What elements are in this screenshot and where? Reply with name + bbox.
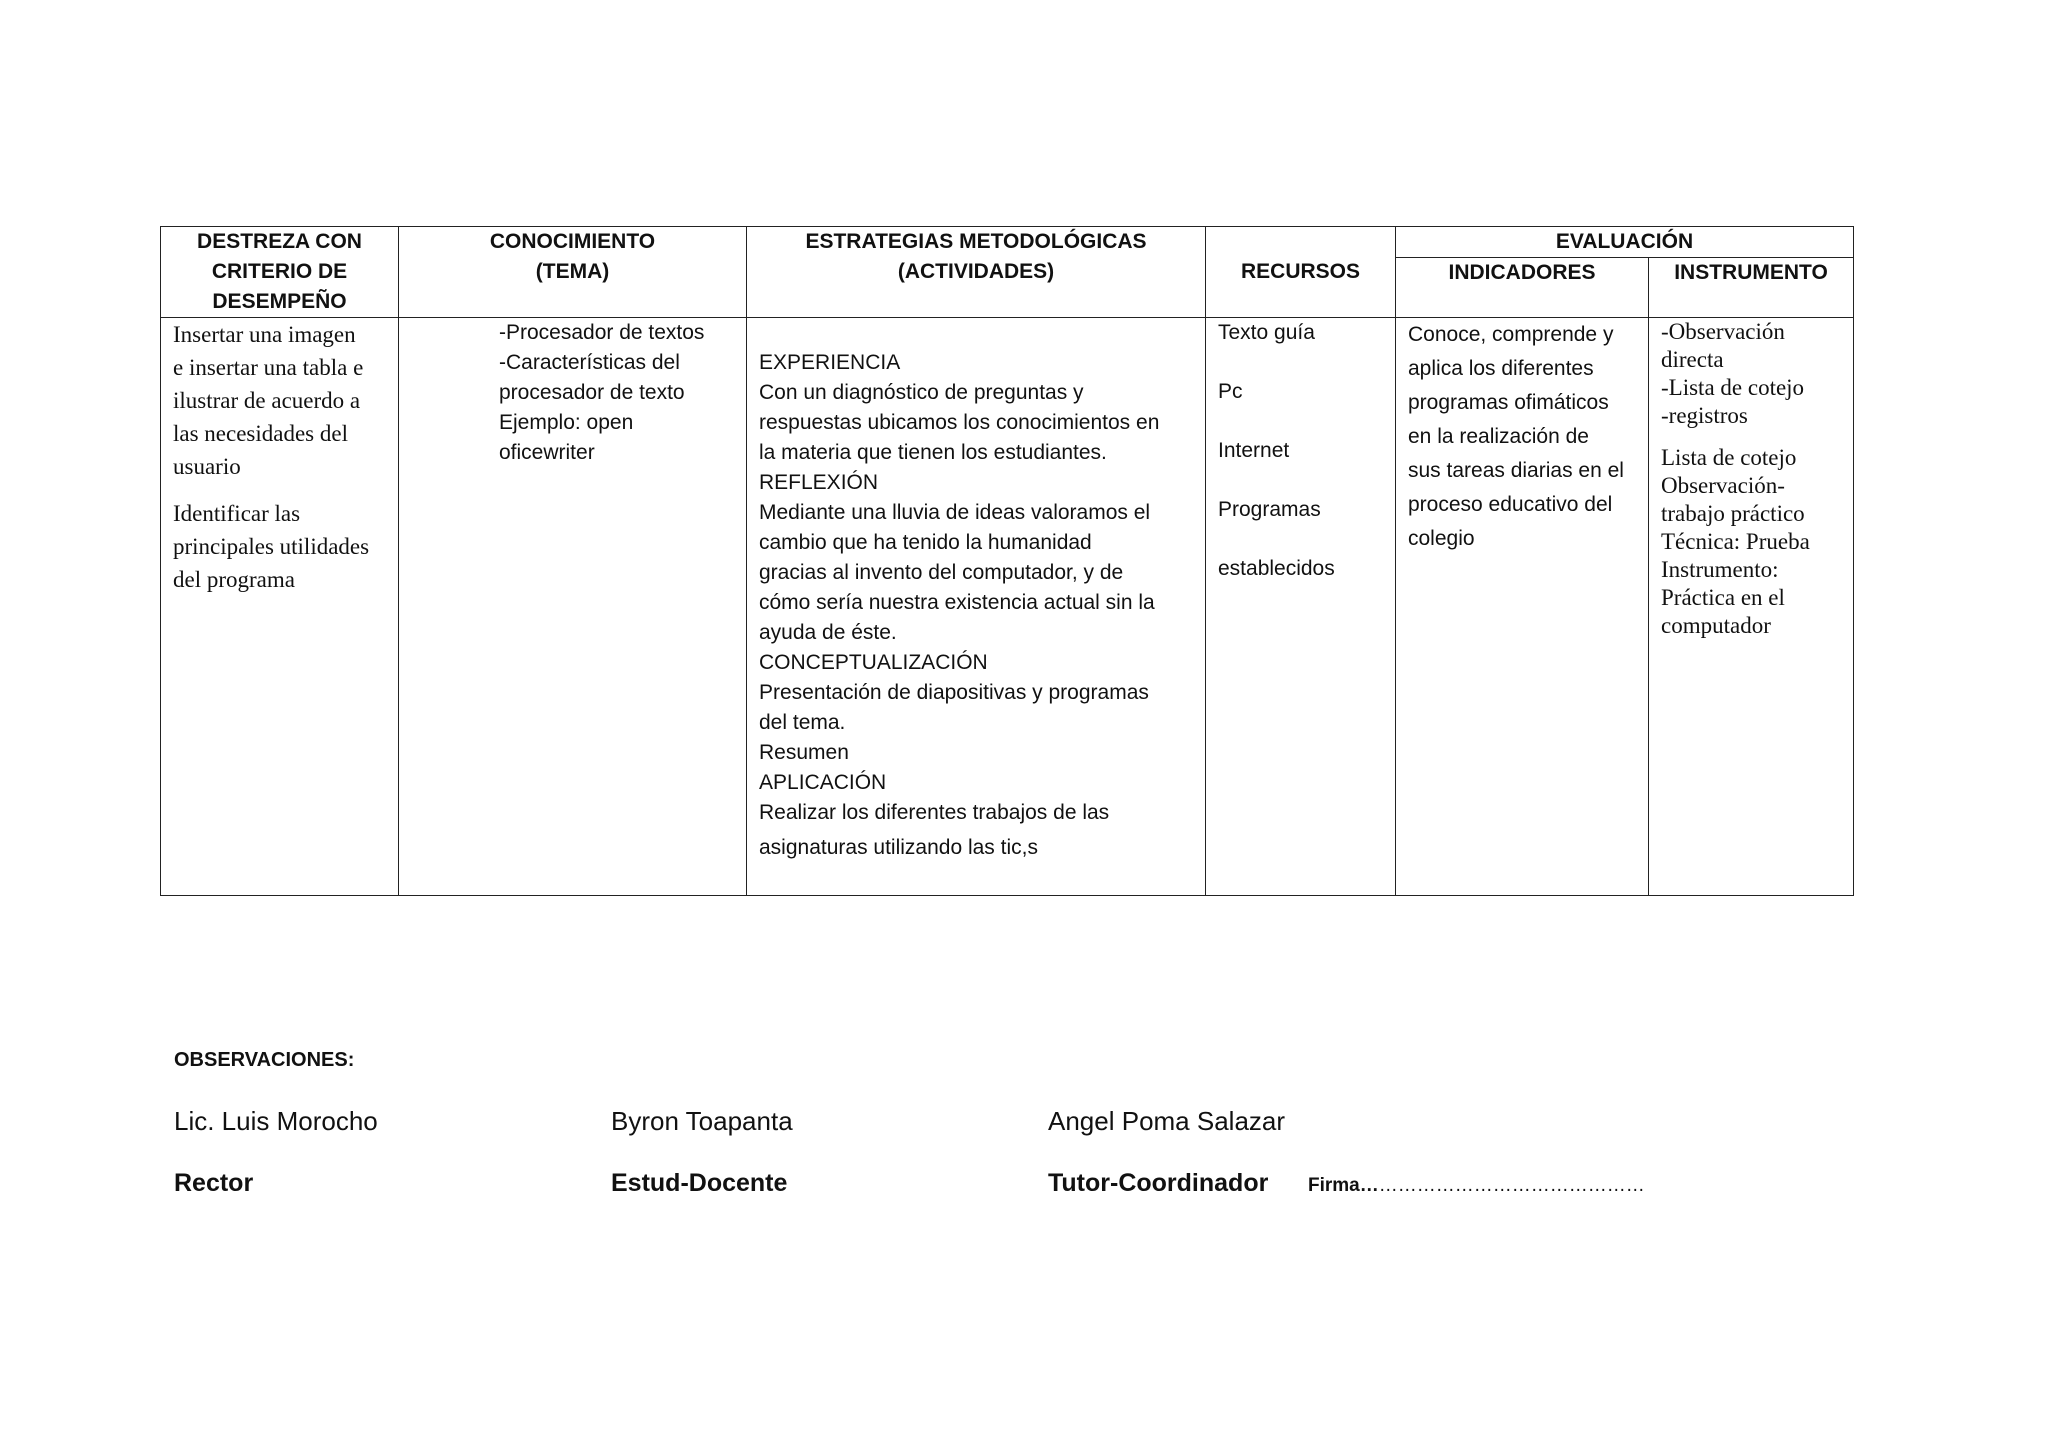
estrategias-line: APLICACIÓN bbox=[759, 771, 887, 794]
header-destreza-line: DESTREZA CON bbox=[197, 230, 362, 253]
signature-role-estudiante: Estud-Docente bbox=[611, 1169, 788, 1197]
estrategias-line: Con un diagnóstico de preguntas y bbox=[759, 381, 1084, 404]
estrategias-line: Presentación de diapositivas y programas bbox=[759, 681, 1149, 704]
signature-role-tutor: Tutor-Coordinador bbox=[1048, 1169, 1269, 1197]
cell-conocimiento bbox=[399, 318, 747, 896]
destreza-line: usuario bbox=[173, 454, 241, 479]
indicadores-line: proceso educativo del bbox=[1408, 493, 1613, 516]
header-estrategias bbox=[747, 227, 1206, 318]
instrumento-line: directa bbox=[1661, 347, 1724, 372]
planning-table bbox=[160, 226, 1854, 896]
cell-estrategias bbox=[747, 318, 1206, 896]
signature-name-estudiante: Byron Toapanta bbox=[611, 1106, 793, 1136]
signature-role-rector: Rector bbox=[174, 1169, 254, 1197]
estrategias-line: ayuda de éste. bbox=[759, 621, 897, 644]
estrategias-line: asignaturas utilizando las tic,s bbox=[759, 836, 1038, 859]
observaciones-label: OBSERVACIONES: bbox=[174, 1049, 355, 1071]
estrategias-line: REFLEXIÓN bbox=[759, 471, 879, 494]
header-destreza bbox=[161, 227, 399, 318]
cell-instrumento bbox=[1649, 318, 1854, 896]
estrategias-line: cómo sería nuestra existencia actual sin la bbox=[759, 591, 1155, 614]
estrategias-line: cambio que ha tenido la humanidad bbox=[759, 531, 1092, 554]
estrategias-line: CONCEPTUALIZACIÓN bbox=[759, 651, 988, 674]
header-conocimiento-line: CONOCIMIENTO bbox=[489, 230, 656, 253]
conocimiento-line: oficewriter bbox=[499, 441, 595, 464]
instrumento-line: -registros bbox=[1661, 403, 1748, 428]
instrumento-line: computador bbox=[1661, 613, 1771, 638]
cell-recursos bbox=[1206, 318, 1396, 896]
header-destreza-line: CRITERIO DE bbox=[211, 260, 348, 283]
estrategias-line: Mediante una lluvia de ideas valoramos el bbox=[759, 501, 1151, 524]
destreza-line: ilustrar de acuerdo a bbox=[173, 388, 361, 413]
recursos-item: Programas bbox=[1218, 498, 1321, 521]
destreza-line: principales utilidades bbox=[173, 534, 370, 559]
destreza-line: Insertar una imagen bbox=[173, 322, 356, 347]
header-estrategias-line: ESTRATEGIAS METODOLÓGICAS bbox=[805, 230, 1147, 253]
conocimiento-line: -Procesador de textos bbox=[499, 321, 705, 344]
instrumento-line: -Observación bbox=[1661, 319, 1785, 344]
indicadores-line: aplica los diferentes bbox=[1408, 357, 1594, 380]
instrumento-line: trabajo práctico bbox=[1661, 501, 1805, 526]
instrumento-line: Lista de cotejo bbox=[1661, 445, 1797, 470]
firma-line bbox=[1308, 1175, 1645, 1197]
header-evaluacion: EVALUACIÓN bbox=[1396, 227, 1854, 258]
estrategias-line: Realizar los diferentes trabajos de las bbox=[759, 801, 1110, 824]
signature-name-tutor: Angel Poma Salazar bbox=[1048, 1106, 1286, 1136]
estrategias-line: EXPERIENCIA bbox=[759, 351, 901, 374]
recursos-item: Pc bbox=[1218, 380, 1243, 403]
estrategias-line: respuestas ubicamos los conocimientos en bbox=[759, 411, 1160, 434]
header-estrategias-line: (ACTIVIDADES) bbox=[897, 260, 1055, 283]
recursos-item: Internet bbox=[1218, 439, 1290, 462]
estrategias-line: del tema. bbox=[759, 711, 846, 734]
indicadores-line: en la realización de bbox=[1408, 425, 1589, 448]
firma-dots: …………………………………… bbox=[1378, 1175, 1645, 1196]
destreza-line: Identificar las bbox=[173, 501, 301, 526]
conocimiento-line: -Características del bbox=[499, 351, 680, 374]
indicadores-line: Conoce, comprende y bbox=[1408, 323, 1614, 346]
instrumento-line: -Lista de cotejo bbox=[1661, 375, 1805, 400]
cell-indicadores bbox=[1396, 318, 1649, 896]
header-destreza-line: DESEMPEÑO bbox=[212, 290, 347, 313]
indicadores-line: sus tareas diarias en el bbox=[1408, 459, 1624, 482]
header-conocimiento bbox=[399, 227, 747, 318]
header-instrumento: INSTRUMENTO bbox=[1649, 258, 1854, 318]
estrategias-line: gracias al invento del computador, y de bbox=[759, 561, 1124, 584]
conocimiento-line: Ejemplo: open bbox=[499, 411, 634, 434]
instrumento-line: Práctica en el bbox=[1661, 585, 1785, 610]
destreza-line: las necesidades del bbox=[173, 421, 348, 446]
indicadores-line: colegio bbox=[1408, 527, 1475, 550]
indicadores-line: programas ofimáticos bbox=[1408, 391, 1609, 414]
recursos-item: establecidos bbox=[1218, 557, 1335, 580]
estrategias-line: la materia que tienen los estudiantes. bbox=[759, 441, 1107, 464]
recursos-item: Texto guía bbox=[1218, 321, 1315, 344]
header-indicadores: INDICADORES bbox=[1396, 258, 1649, 318]
header-conocimiento-line: (TEMA) bbox=[535, 260, 610, 283]
cell-destreza bbox=[161, 318, 399, 896]
instrumento-line: Técnica: Prueba bbox=[1661, 529, 1810, 554]
header-recursos: RECURSOS bbox=[1206, 227, 1396, 318]
destreza-line: e insertar una tabla e bbox=[173, 355, 364, 380]
conocimiento-line: procesador de texto bbox=[499, 381, 685, 404]
instrumento-line: Instrumento: bbox=[1661, 557, 1779, 582]
firma-label: Firma… bbox=[1308, 1175, 1379, 1196]
estrategias-line: Resumen bbox=[759, 741, 849, 764]
destreza-line: del programa bbox=[173, 567, 295, 592]
instrumento-line: Observación- bbox=[1661, 473, 1785, 498]
signature-name-rector: Lic. Luis Morocho bbox=[174, 1106, 378, 1136]
